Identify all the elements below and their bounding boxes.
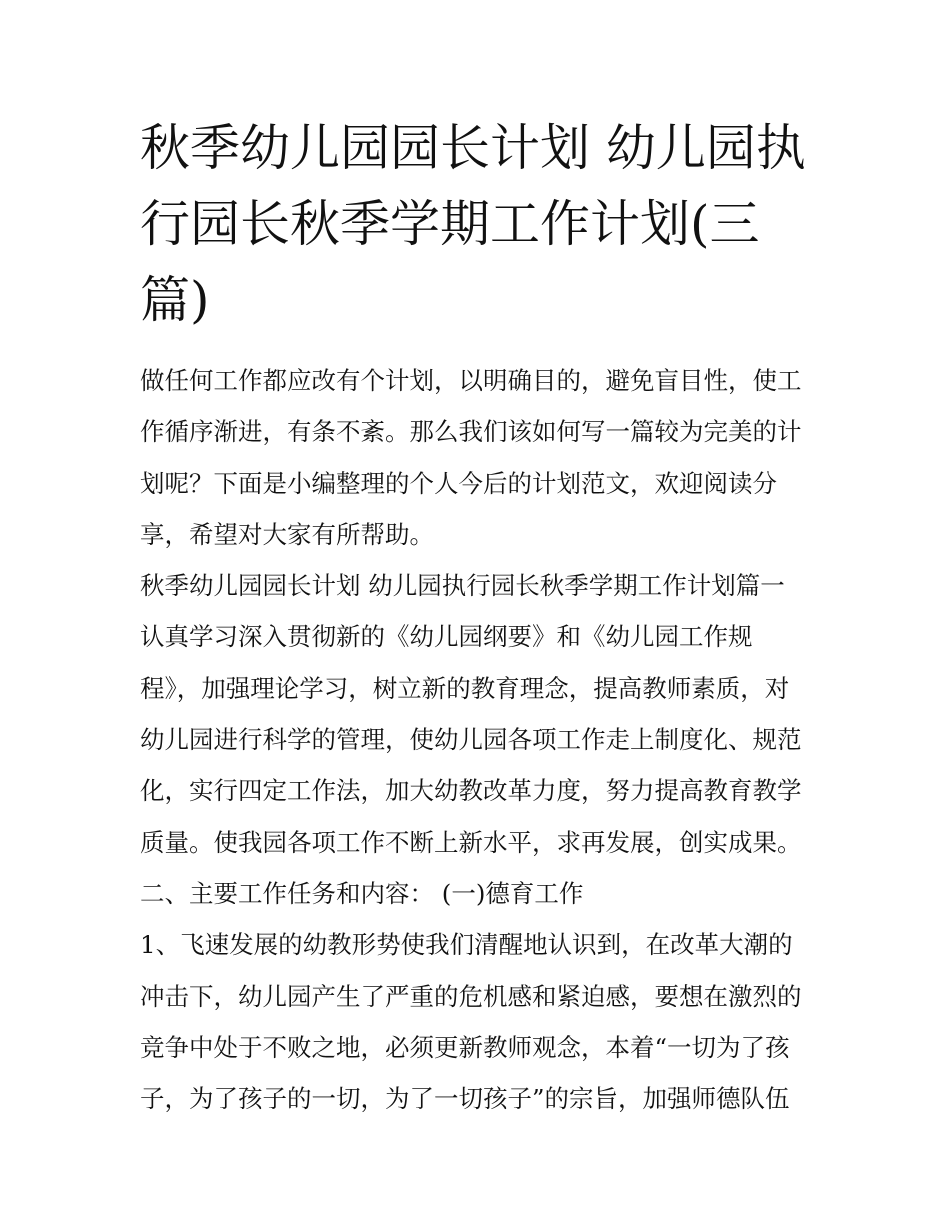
subsection-heading: 二、主要工作任务和内容： (一)德育工作: [140, 878, 584, 908]
body-line: 划呢？下面是小编整理的个人今后的计划范文，欢迎阅读分: [140, 468, 777, 498]
document-title: [140, 110, 820, 338]
title-line: 行园长秋季学期工作计划(三: [140, 195, 760, 253]
document-body: [140, 355, 820, 1124]
title-line: 秋季幼儿园园长计划 幼儿园执: [140, 119, 806, 177]
body-line: 程》，加强理论学习，树立新的教育理念，提高教师素质，对: [140, 673, 790, 703]
title-line: 篇): [140, 271, 210, 329]
body-line: 子，为了孩子的一切，为了一切孩子”的宗旨，加强师德队伍: [140, 1084, 790, 1114]
body-line: 质量。使我园各项工作不断上新水平，求再发展，创实成果。: [140, 827, 802, 857]
body-line: 享，希望对大家有所帮助。: [140, 519, 434, 549]
body-line: 作循序渐进，有条不紊。那么我们该如何写一篇较为完美的计: [140, 417, 802, 447]
section-heading: 秋季幼儿园园长计划 幼儿园执行园长秋季学期工作计划篇一: [140, 571, 785, 601]
body-line: 1、飞速发展的幼教形势使我们清醒地认识到，在改革大潮的: [140, 930, 793, 960]
body-line: 做任何工作都应改有个计划，以明确目的，避免盲目性，使工: [140, 366, 802, 395]
body-line: 认真学习深入贯彻新的《幼儿园纲要》和《幼儿园工作规: [140, 622, 753, 652]
body-line: 幼儿园进行科学的管理，使幼儿园各项工作走上制度化、规范: [140, 725, 802, 755]
body-line: 冲击下，幼儿园产生了严重的危机感和紧迫感，要想在激烈的: [140, 981, 802, 1011]
body-line: 竞争中处于不败之地，必须更新教师观念，本着“一切为了孩: [140, 1032, 790, 1062]
body-line: 化，实行四定工作法，加大幼教改革力度，努力提高教育教学: [140, 776, 802, 806]
